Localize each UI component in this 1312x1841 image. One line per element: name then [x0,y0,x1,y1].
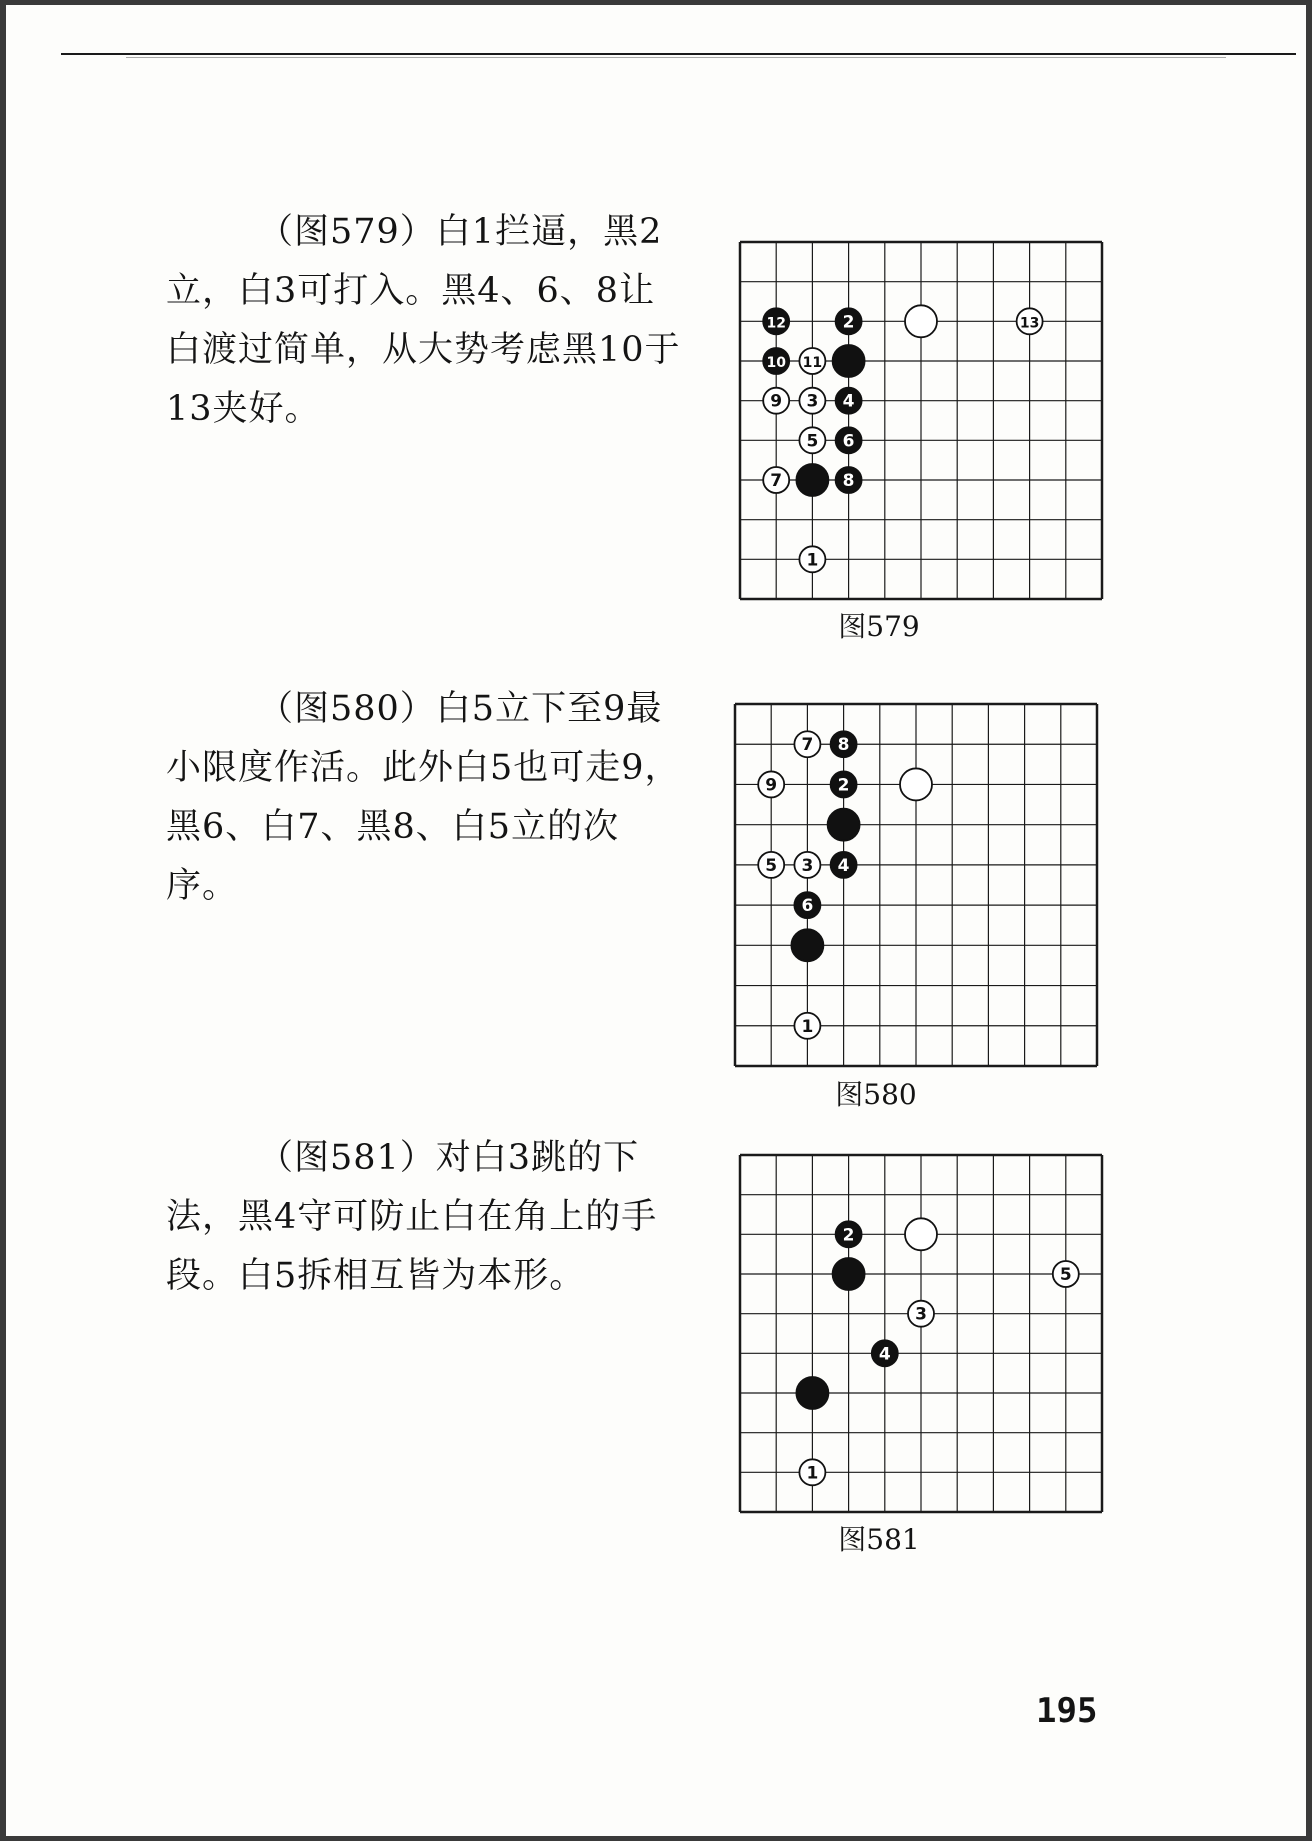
stone-label: 13 [1019,315,1040,332]
stone-label: 9 [770,391,783,412]
white-stone [799,348,825,374]
white-stone [1053,1261,1079,1287]
black-stone [836,467,862,493]
black-stone [763,348,789,374]
black-stone [828,809,860,841]
stone-label: 9 [765,775,778,796]
paragraph-580 [166,680,691,916]
white-stone [900,768,932,800]
white-stone [799,1459,825,1485]
stone-label: 5 [1059,1265,1072,1285]
stone-label: 1 [801,1016,814,1037]
stone-label: 10 [766,355,786,371]
black-stone [836,427,862,453]
black-stone [831,771,857,797]
paragraph-text: （图579）白1拦逼，黑2立，白3可打入。黑4、6、8让白渡过简单，从大势考虑黑10于13夹好。 [166,212,681,429]
paragraph-579 [166,203,691,439]
stone-label: 8 [837,735,850,756]
black-stone [794,892,820,918]
white-stone [799,546,825,572]
black-stone [836,388,862,414]
white-stone [794,852,820,878]
stone-label: 4 [878,1344,891,1365]
stone-label: 5 [765,855,778,876]
black-stone [833,1258,865,1290]
header-rule [61,53,1296,55]
go-board-579 [736,238,1106,603]
paragraph-581 [166,1129,691,1306]
stone-label: 4 [842,391,855,412]
stone-label: 1 [806,1463,819,1484]
white-stone [794,731,820,757]
black-stone [836,308,862,334]
black-stone [836,1221,862,1247]
go-board-580 [731,700,1101,1070]
book-page [6,5,1306,1836]
white-stone [799,427,825,453]
stone-label: 8 [842,471,855,491]
figure-caption-581: 图581 [838,1523,920,1556]
black-stone [831,731,857,757]
page-number: 195 [1036,1691,1098,1731]
black-stone [796,1377,828,1409]
header-rule-shadow [126,57,1226,58]
white-stone [758,852,784,878]
stone-label: 5 [806,431,819,452]
stone-label: 7 [801,735,814,756]
stone-label: 2 [837,775,850,796]
black-stone [833,345,865,377]
stone-label: 2 [842,1225,855,1246]
white-stone [758,771,784,797]
stone-label: 3 [806,391,819,412]
stone-label: 7 [770,471,783,491]
black-stone [872,1340,898,1366]
black-stone [796,464,828,496]
white-stone [763,467,789,493]
go-board-581 [736,1151,1106,1516]
paragraph-text: （图580）白5立下至9最小限度作活。此外白5也可走9，黑6、白7、黑8、白5立的次序。 [166,689,681,906]
white-stone [905,305,937,337]
stone-label: 3 [801,855,814,876]
white-stone [1017,308,1043,334]
stone-label: 12 [766,315,786,332]
paragraph-text: （图581）对白3跳的下法，黑4守可防止白在角上的手段。白5拆相互皆为本形。 [166,1138,658,1296]
white-stone [763,388,789,414]
stone-label: 3 [915,1304,927,1325]
white-stone [799,388,825,414]
stone-label: 11 [802,355,823,371]
stone-label: 1 [806,550,819,571]
stone-label: 4 [837,855,850,876]
stone-label: 6 [801,896,814,917]
white-stone [908,1301,934,1327]
stone-label: 6 [842,431,855,452]
stone-label: 2 [842,312,855,333]
white-stone [905,1218,937,1250]
figure-caption-579: 图579 [838,610,920,643]
black-stone [763,308,789,334]
black-stone [791,929,823,961]
black-stone [831,852,857,878]
figure-caption-580: 图580 [835,1078,917,1111]
white-stone [794,1013,820,1039]
